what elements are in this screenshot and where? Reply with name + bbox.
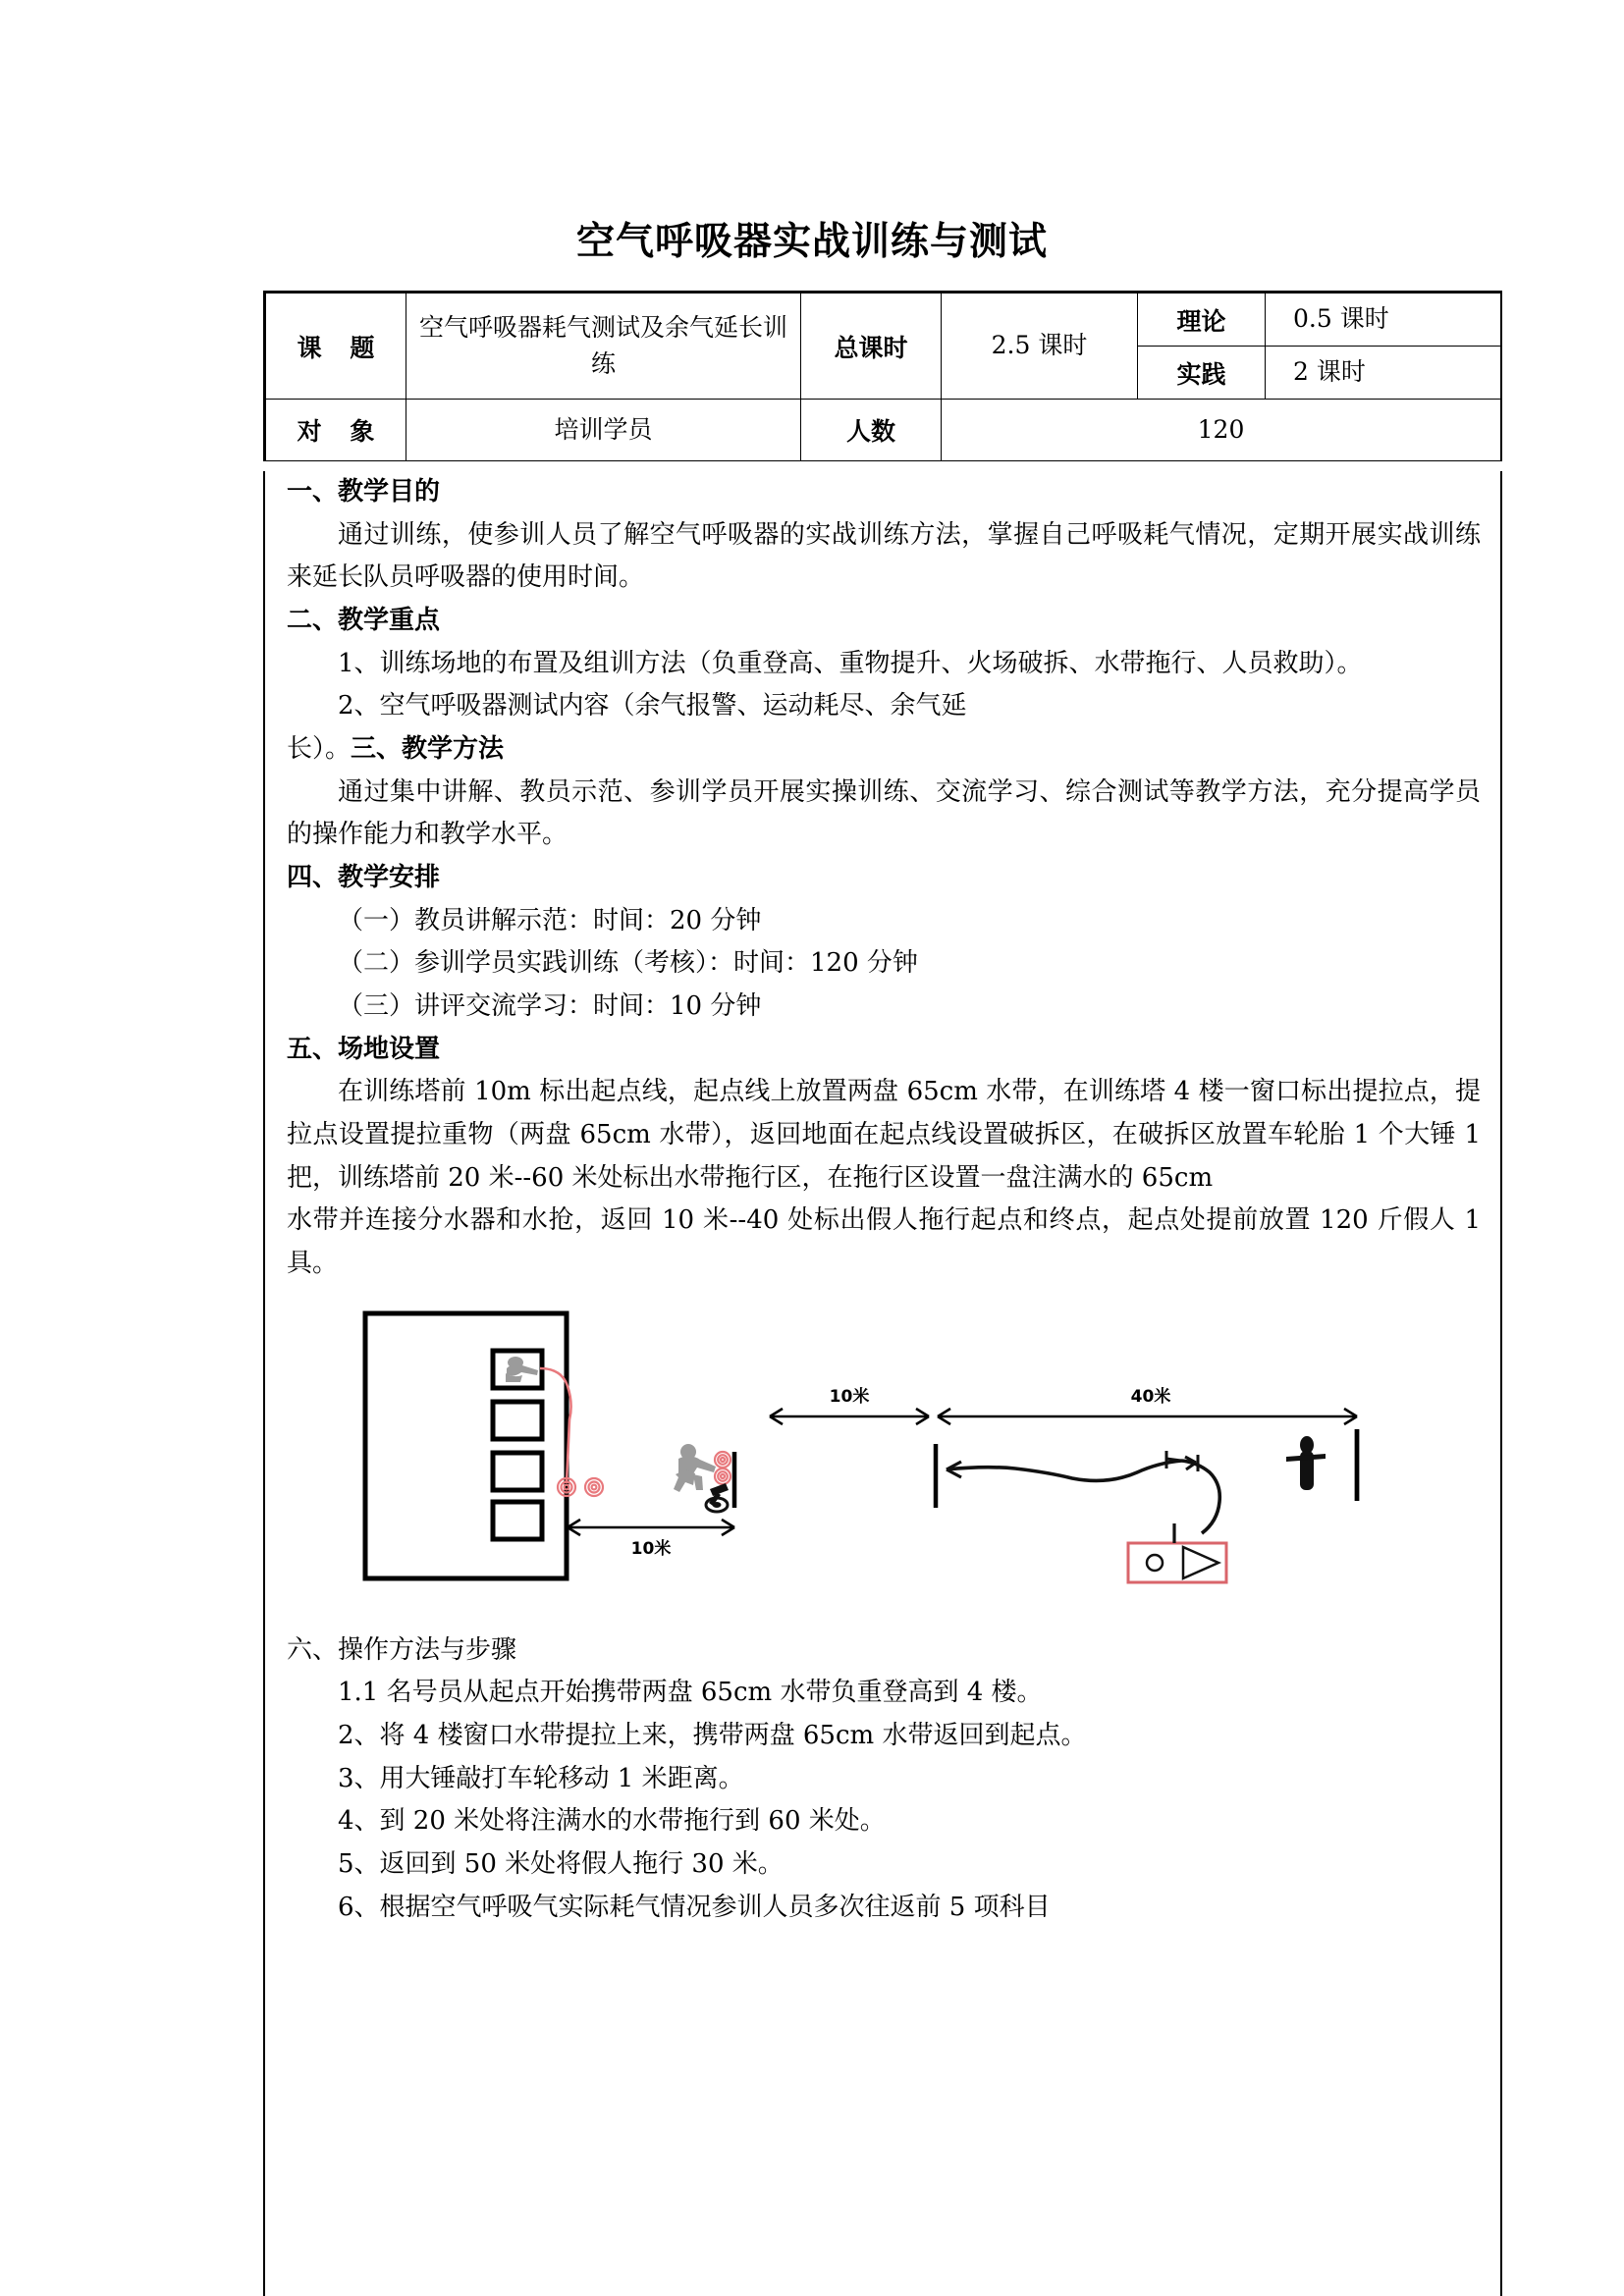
info-table-wrapper: [263, 291, 1502, 461]
water-divider-box-icon: [1128, 1543, 1226, 1582]
section-4-item-1: （一）教员讲解示范：时间：20 分钟: [338, 905, 762, 935]
section-heading-1: 一、教学目的: [287, 477, 441, 507]
table-row: [266, 400, 1501, 461]
sledgehammer-tire-icon: [706, 1483, 729, 1512]
page-title: 空气呼吸器实战训练与测试: [575, 220, 1048, 264]
charged-hose-line-icon: [947, 1461, 1182, 1480]
site-layout-svg: [287, 1300, 1485, 1624]
section-heading-5: 五、场地设置: [287, 1034, 441, 1064]
section-body-1: 通过训练，使参训人员了解空气呼吸器的实战训练方法，掌握自己呼吸耗气情况，定期开展实战训练来延长队员呼吸器的使用时间。: [287, 519, 1481, 593]
section-6-item-3: 3、用大锤敲打车轮移动 1 米距离。: [338, 1763, 744, 1793]
cell-practice-label: 实践: [1138, 347, 1266, 400]
section-5-body-1: 在训练塔前 10m 标出起点线，起点线上放置两盘 65cm 水带，在训练塔 4 楼一窗口标出提拉点，提拉点设置提拉重物（两盘 65cm 水带），返回地面在起点线设置破拆区，在破拆区放置车轮胎 1 个大锤 1 把，训练塔前 20 米--60 米处标出水带拖行区，在拖行区设置一盘注满水的 65cm: [287, 1077, 1481, 1193]
hose-coils-carried-icon: [715, 1452, 731, 1484]
section-6-item-4: 4、到 20 米处将注满水的水带拖行到 60 米处。: [338, 1806, 886, 1837]
section-5-body-2: 水带并连接分水器和水抢，返回 10 米--40 处标出假人拖行起点和终点，起点处提前放置 120 斤假人 1 具。: [287, 1205, 1481, 1279]
firefighter-running-icon: [674, 1444, 716, 1492]
tower-window-3f-icon: [493, 1402, 542, 1439]
info-table: [265, 293, 1501, 461]
site-layout-figure: [287, 1300, 1481, 1624]
cell-subject-label: 课 题: [266, 294, 406, 400]
cell-total-hours-value: 2.5 课时: [942, 294, 1138, 400]
cell-theory-value: 0.5 课时: [1266, 294, 1501, 347]
dimension-10m-left-icon: [568, 1520, 734, 1535]
section-body-3: 通过集中讲解、教员示范、参训学员开展实操训练、交流学习、综合测试等教学方法，充分提高学员的操作能力和教学水平。: [287, 776, 1481, 850]
section-6-item-6: 6、根据空气呼吸气实际耗气情况参训人员多次往返前 5 项科目: [338, 1892, 1051, 1922]
cell-total-hours-label: 总课时: [801, 294, 942, 400]
dimension-10m-top-icon: [770, 1409, 929, 1424]
cell-practice-value: 2 课时: [1266, 347, 1501, 400]
dummy-person-icon: [1286, 1436, 1326, 1490]
section-6-item-2: 2、将 4 楼窗口水带提拉上来，携带两盘 65cm 水带返回到起点。: [338, 1721, 1087, 1751]
dimension-40m-top-icon: [938, 1409, 1357, 1424]
dimension-10m-left-label: 10米: [630, 1538, 672, 1559]
cell-subject-value: 空气呼吸器耗气测试及余气延长训练: [406, 294, 801, 400]
section-heading-4: 四、教学安排: [287, 863, 441, 893]
tower-window-1f-icon: [493, 1502, 542, 1539]
dimension-10m-top-label: 10米: [829, 1386, 870, 1407]
cell-audience-value: 培训学员: [406, 400, 801, 461]
cell-audience-label: 对 象: [266, 400, 406, 461]
section-6-item-1: 1.1 名号员从起点开始携带两盘 65cm 水带负重登高到 4 楼。: [338, 1678, 1043, 1708]
section-3-prefix: 长）。: [287, 734, 352, 765]
section-6-item-5: 5、返回到 50 米处将假人拖行 30 米。: [338, 1849, 784, 1880]
section-heading-3: 三、教学方法: [351, 734, 505, 765]
table-row: [266, 294, 1501, 347]
section-heading-2: 二、教学重点: [287, 606, 441, 636]
section-heading-3-line: [287, 728, 1481, 772]
section-2-item-1: 1、训练场地的布置及组训方法（负重登高、重物提升、火场破拆、水带拖行、人员救助）。: [338, 648, 1363, 678]
section-2-item-2: 2、空气呼吸器测试内容（余气报警、运动耗尽、余气延: [338, 691, 967, 721]
dimension-40m-top-label: 40米: [1130, 1386, 1171, 1407]
section-4-item-2: （二）参训学员实践训练（考核）：时间：120 分钟: [338, 948, 918, 979]
cell-theory-label: 理论: [1138, 294, 1266, 347]
tower-window-2f-icon: [493, 1453, 542, 1490]
hose-tail-curve-icon: [1182, 1461, 1219, 1533]
cell-headcount-value: 120: [942, 400, 1501, 461]
cell-headcount-label: 人数: [801, 400, 942, 461]
document-body: [263, 471, 1502, 2296]
section-4-item-3: （三）讲评交流学习：时间：10 分钟: [338, 991, 762, 1022]
section-heading-6: 六、操作方法与步骤: [287, 1634, 517, 1665]
